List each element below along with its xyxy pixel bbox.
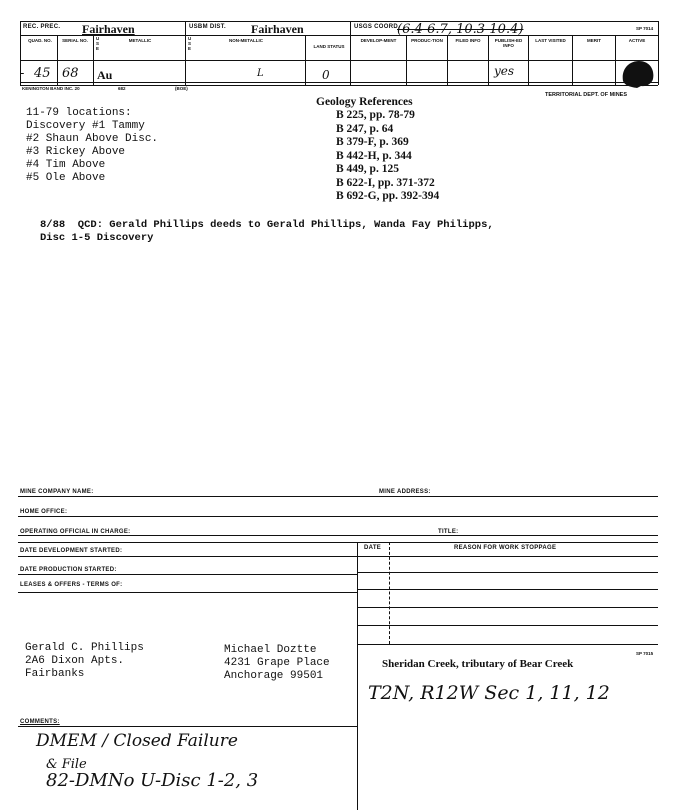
printer-line-left: KENINGTON BAND INC. 20 xyxy=(22,86,80,91)
col-production: PRODUC-TION xyxy=(411,38,443,43)
usbm-dist-value: Fairhaven xyxy=(251,22,304,36)
prod-started-label: DATE PRODUCTION STARTED: xyxy=(20,567,117,573)
locations-block xyxy=(26,107,158,185)
form-number: SP 7014 xyxy=(636,26,654,31)
deed-note-line1: 8/88 QCD: Gerald Phillips deeds to Gerald Phillips, Wanda Fay Philipps, xyxy=(40,219,494,231)
title-label: TITLE: xyxy=(438,529,459,535)
location-item: #3 Rickey Above xyxy=(26,146,126,158)
col-active: ACTIVE xyxy=(628,38,646,43)
form-number-lower: SP 7015 xyxy=(636,651,654,656)
deed-note xyxy=(40,219,494,245)
usbm-dist-label: USBM DIST. xyxy=(189,24,227,30)
deed-note-line2: Disc 1-5 Discovery xyxy=(40,232,154,244)
col-land-status: LAND STATUS xyxy=(313,44,345,49)
location-description: Sheridan Creek, tributary of Bear Creek xyxy=(382,658,574,670)
published-info-value: yes xyxy=(494,64,515,78)
owner-1-line: Gerald C. Phillips xyxy=(25,642,144,654)
leases-label: LEASES & OFFERS - TERMS OF: xyxy=(20,582,123,588)
geology-ref: B 379-F, p. 369 xyxy=(336,136,409,148)
comment-handwritten-1: DMEM / Closed Failure xyxy=(36,731,238,751)
serial-no-value: 68 xyxy=(62,66,79,81)
owner-2-line: Michael Doztte xyxy=(224,644,317,656)
usgs-coord-value: (6.4-6.7, 10.3-10.4) xyxy=(397,22,524,37)
geology-ref: B 442-H, p. 344 xyxy=(336,149,412,162)
reason-col-label: REASON FOR WORK STOPPAGE xyxy=(454,545,557,551)
geology-ref: B 449, p. 125 xyxy=(336,163,399,175)
owner-1-line: Fairbanks xyxy=(25,668,85,680)
non-metallic-value: L xyxy=(257,68,264,79)
geology-ref: B 622-I, pp. 371-372 xyxy=(336,176,435,189)
metallic-value: Au xyxy=(97,68,113,82)
quad-no-dash: - xyxy=(20,66,25,81)
rec-prec-value: Fairhaven xyxy=(82,22,135,36)
location-item: #5 Ole Above xyxy=(26,172,106,184)
geology-ref: B 225, pp. 78-79 xyxy=(336,109,415,121)
home-office-label: HOME OFFICE: xyxy=(20,509,68,515)
territorial-dept: TERRITORIAL DEPT. OF MINES xyxy=(545,92,627,98)
locations-heading: 11-79 locations: xyxy=(26,107,132,119)
col-filed-info: FILED INFO xyxy=(455,38,481,43)
printer-code: (BOE) xyxy=(175,86,188,91)
geology-ref: B 247, p. 64 xyxy=(336,122,394,135)
col-merit: MERIT xyxy=(587,38,601,43)
comment-handwritten-2: & File xyxy=(46,757,87,772)
owner-1 xyxy=(25,642,144,681)
usm-letters-a: U S E xyxy=(96,36,100,51)
active-ink-blot xyxy=(619,53,657,89)
location-item: #2 Shaun Above Disc. xyxy=(26,133,159,145)
land-status-value: 0 xyxy=(322,68,330,82)
mine-address-label: MINE ADDRESS: xyxy=(379,489,431,495)
location-item: Discovery #1 Tammy xyxy=(26,120,145,132)
col-development: DEVELOP-MENT xyxy=(360,38,397,43)
owner-1-line: 2A6 Dixon Apts. xyxy=(25,655,125,667)
col-quad-no: QUAD. NO. xyxy=(28,38,52,43)
mine-company-label: MINE COMPANY NAME: xyxy=(20,489,94,495)
col-published-info: PUBLISH-ED INFO xyxy=(494,38,523,48)
col-last-visited: LAST VISITED xyxy=(535,38,566,43)
township-range-handwritten: T2N, R12W Sec 1, 11, 12 xyxy=(368,682,610,704)
comment-handwritten-3: 82-DMNo U-Disc 1-2, 3 xyxy=(46,770,259,791)
comments-label: COMMENTS: xyxy=(20,719,60,725)
location-item: #4 Tim Above xyxy=(26,159,106,171)
col-serial-no: SERIAL NO. xyxy=(62,38,88,43)
rec-prec-label: REC. PREC. xyxy=(23,24,61,30)
col-metallic: METALLIC xyxy=(128,38,152,43)
operating-official-label: OPERATING OFFICIAL IN CHARGE: xyxy=(20,529,131,535)
quad-no-value: 45 xyxy=(34,66,51,81)
owner-2 xyxy=(224,644,330,683)
col-non-metallic: NON-METALLIC xyxy=(229,38,263,43)
geology-ref: B 692-G, pp. 392-394 xyxy=(336,190,440,202)
dev-started-label: DATE DEVELOPMENT STARTED: xyxy=(20,548,123,554)
owner-2-line: Anchorage 99501 xyxy=(224,670,324,682)
usgs-coord-label: USGS COORD. xyxy=(354,24,400,30)
printer-line-mid: 682 xyxy=(118,86,126,91)
date-col-label: DATE xyxy=(364,545,382,551)
geology-heading: Geology References xyxy=(316,96,413,108)
geology-block xyxy=(316,96,439,204)
owner-2-line: 4231 Grape Place xyxy=(224,657,330,669)
usm-letters-b: U S E xyxy=(188,36,192,51)
